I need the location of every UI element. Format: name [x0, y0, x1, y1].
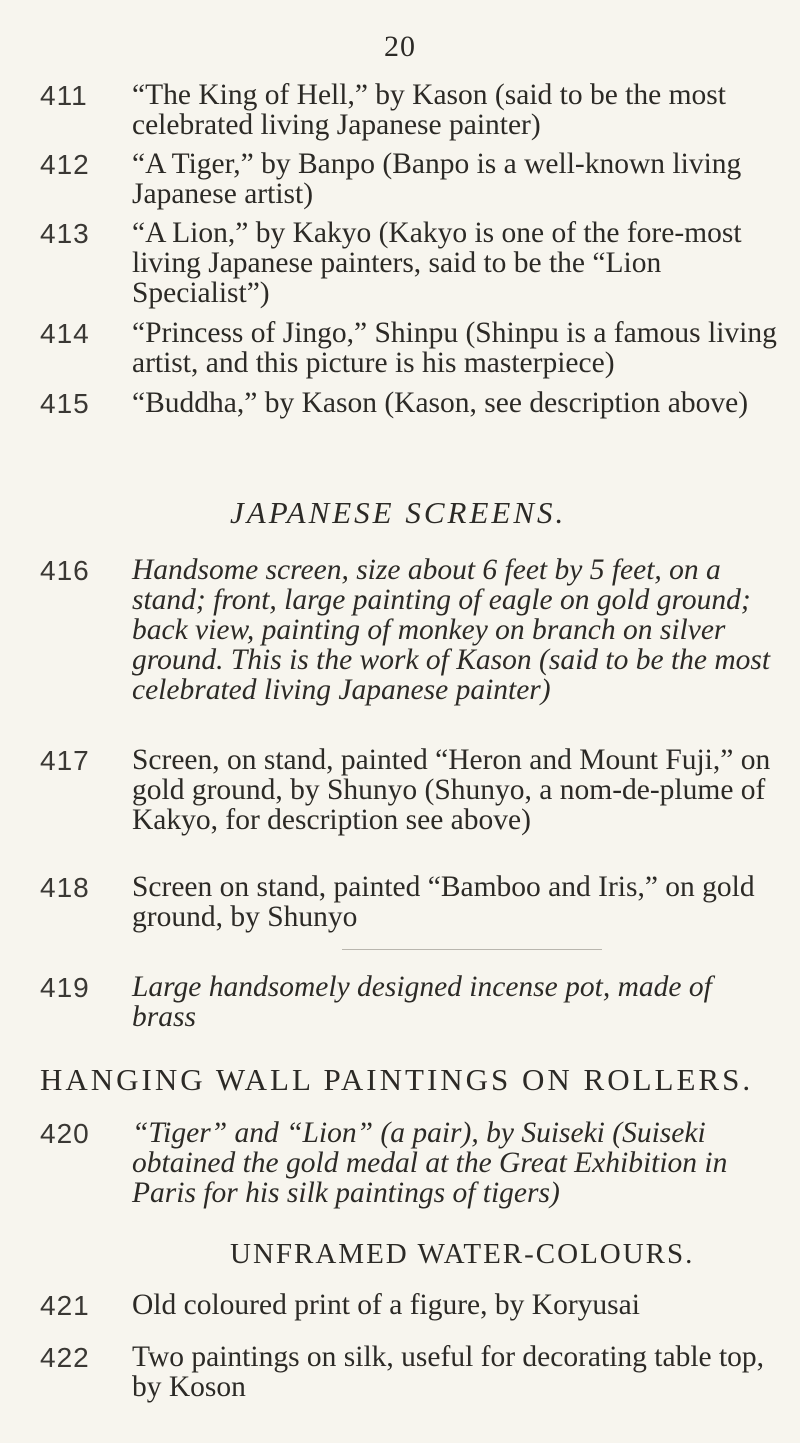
lot-number: 417 [40, 745, 90, 776]
lot-number: 422 [40, 1342, 90, 1373]
lot-number: 419 [40, 972, 90, 1003]
lot-number: 415 [40, 388, 90, 419]
page-number: 20 [384, 30, 416, 63]
section-heading-japanese-screens: JAPANESE SCREENS. [230, 495, 567, 530]
lot-item [40, 1290, 780, 1320]
divider-rule [342, 949, 602, 950]
lot-description: Two paintings on silk, useful for decorating table top, by Koson [132, 1341, 765, 1403]
lot-item [40, 388, 780, 418]
lot-item [40, 149, 780, 209]
lot-item [40, 972, 780, 1032]
lot-description: “Buddha,” by Kason (Kason, see description above) [132, 387, 749, 419]
lot-item [40, 745, 780, 835]
lot-description: “Tiger” and “Lion” (a pair), by Suiseki (Suiseki obtained the gold medal at the Great Exhibition in Paris for his silk paintings of tigers) [132, 1117, 728, 1209]
lot-number: 421 [40, 1290, 90, 1321]
section-heading-hanging-wall-paintings: HANGING WALL PAINTINGS ON ROLLERS. [40, 1062, 754, 1097]
lot-number: 418 [40, 872, 90, 903]
lot-description: “A Tiger,” by Banpo (Banpo is a well-known living Japanese artist) [132, 148, 742, 210]
lot-item [40, 555, 780, 705]
lot-description: Handsome screen, size about 6 feet by 5 feet, on a stand; front, large painting of eagle on gold ground; back view, painting of monkey on branch on silver ground. This is the work of Kason (said to be the most celebrated living Japanese painter) [132, 554, 771, 706]
lot-description: “A Lion,” by Kakyo (Kakyo is one of the fore-most living Japanese painters, said to be the “Lion Specialist”) [132, 217, 742, 309]
lot-number: 413 [40, 218, 90, 249]
lot-item [40, 1118, 780, 1208]
lot-number: 414 [40, 318, 90, 349]
lot-item [40, 80, 780, 140]
lot-description: “Princess of Jingo,” Shinpu (Shinpu is a famous living artist, and this picture is his masterpiece) [132, 317, 777, 379]
section-heading-unframed-water-colours: UNFRAMED WATER-COLOURS. [230, 1238, 695, 1270]
lot-number: 411 [40, 80, 88, 111]
lot-description: Old coloured print of a figure, by Koryusai [132, 1289, 640, 1321]
lot-description: “The King of Hell,” by Kason (said to be the most celebrated living Japanese painter) [132, 79, 726, 141]
lot-number: 420 [40, 1118, 90, 1149]
lot-item [40, 872, 780, 932]
lot-item [40, 218, 780, 308]
lot-item [40, 1342, 780, 1402]
lot-item [40, 318, 780, 378]
lot-description: Screen on stand, painted “Bamboo and Iris,” on gold ground, by Shunyo [132, 871, 755, 933]
lot-number: 416 [40, 555, 90, 586]
lot-number: 412 [40, 149, 90, 180]
lot-description: Large handsomely designed incense pot, made of brass [132, 971, 712, 1033]
lot-description: Screen, on stand, painted “Heron and Mount Fuji,” on gold ground, by Shunyo (Shunyo, a nom-de-plume of Kakyo, for description see above) [132, 744, 771, 836]
